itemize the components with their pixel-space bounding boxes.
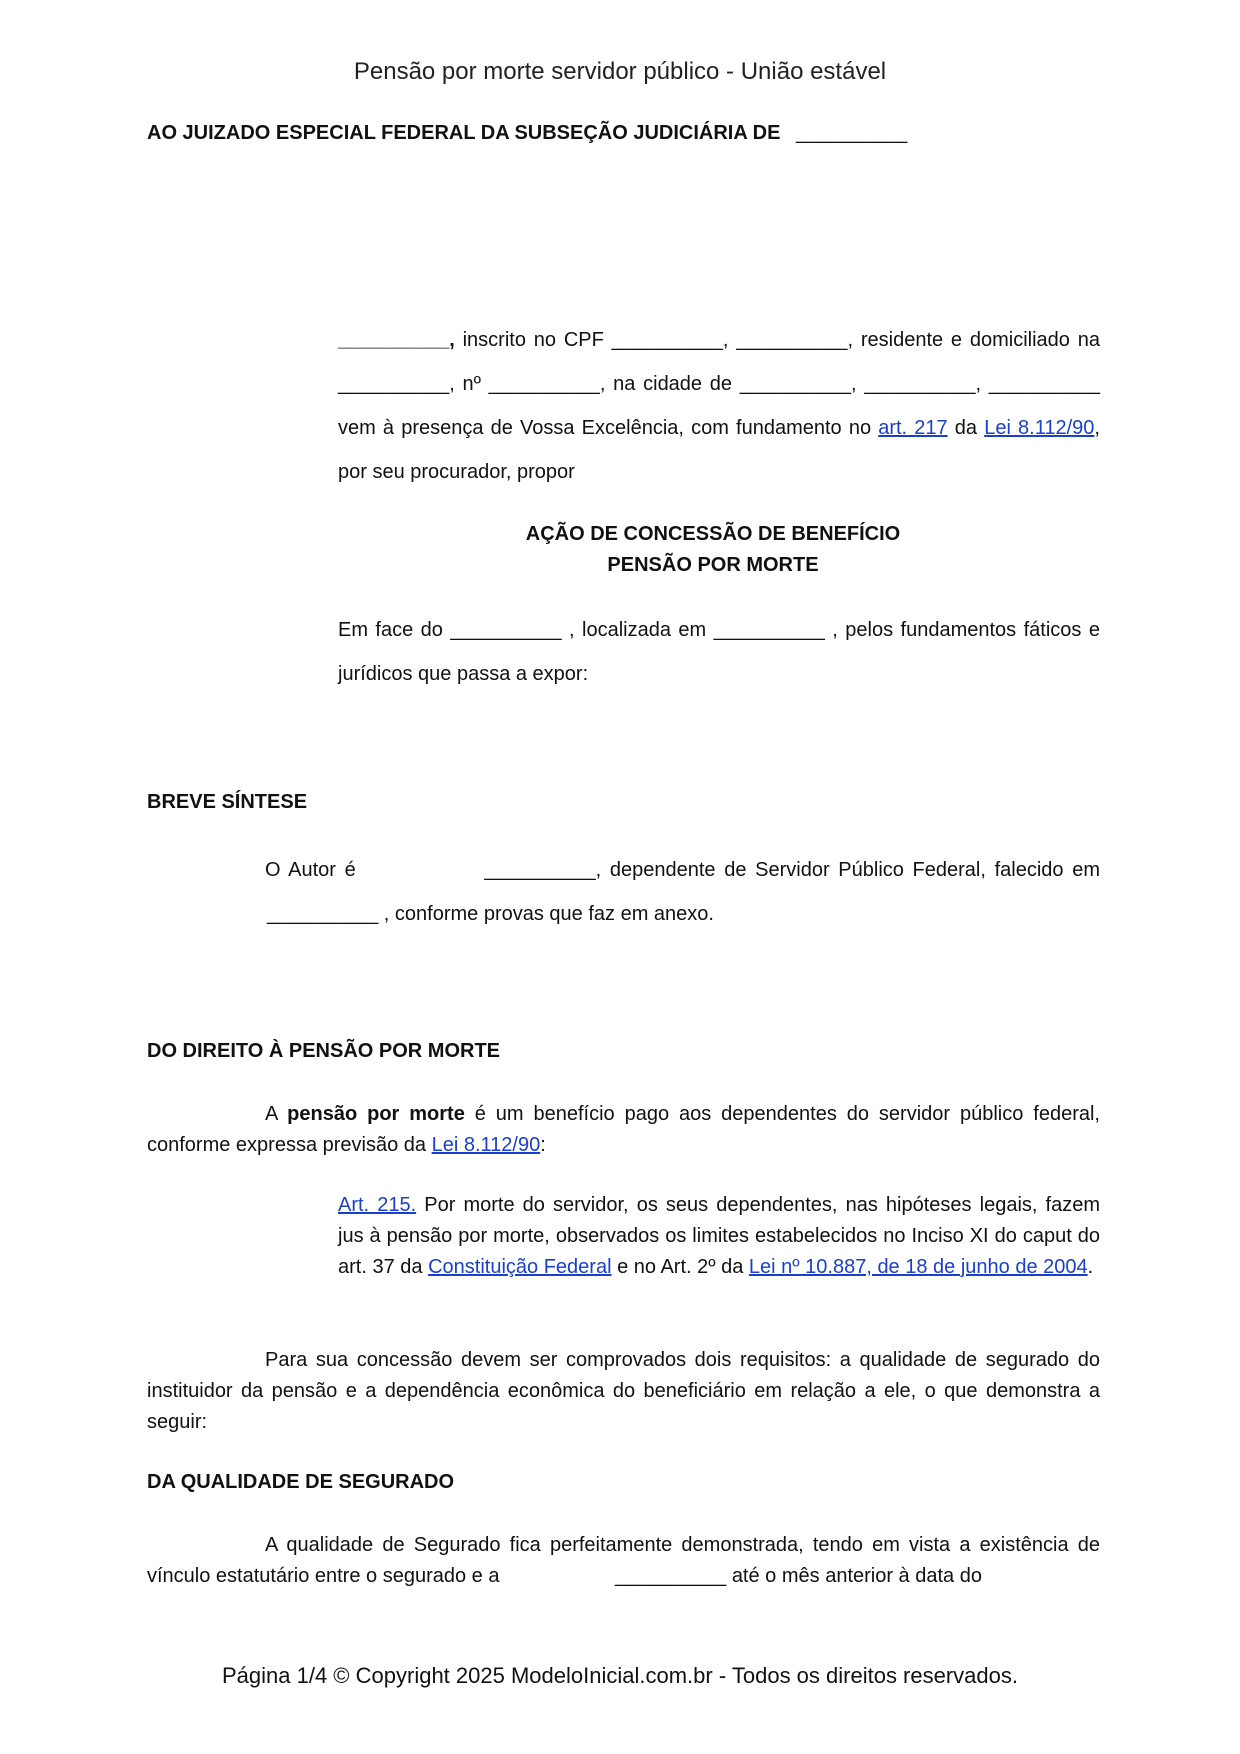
synthesis-paragraph bbox=[147, 848, 1100, 936]
qual-sep-1: , bbox=[722, 329, 729, 351]
quote-text-a: Por morte do servidor, os seus dependentes, nas hipóteses legais, fazem jus à pensão por morte, observados os limites estabelecidos no Inciso XI do caput do art. 37 da bbox=[338, 1194, 1100, 1278]
document-title: Pensão por morte servidor público - União estável bbox=[353, 58, 887, 85]
link-art-217[interactable]: art. 217 bbox=[878, 417, 948, 439]
section-title-synthesis: BREVE SÍNTESE bbox=[147, 791, 308, 813]
right-paragraph-1 bbox=[147, 1099, 1100, 1161]
qual-blank-4: __________ bbox=[988, 373, 1100, 395]
quote-text-b: e no Art. 2º da bbox=[617, 1256, 744, 1278]
qual-text-5: vem à presença de Vossa Excelência, com fundamento no bbox=[338, 417, 872, 439]
against-text-1: Em face do bbox=[338, 619, 443, 641]
against-paragraph bbox=[338, 608, 1100, 696]
qual-text-6: da bbox=[954, 417, 978, 439]
name-comma: , bbox=[449, 329, 455, 351]
right-text-a: A bbox=[265, 1103, 278, 1125]
synth-text-3: , conforme provas que faz em anexo. bbox=[383, 903, 714, 925]
qual-sep-3: , bbox=[975, 373, 982, 395]
law-quote bbox=[338, 1190, 1100, 1283]
quality-text-b: até o mês anterior à data do bbox=[731, 1565, 982, 1587]
right-text-b: é um benefício pago aos dependentes do servidor público federal, conforme expressa previsão da bbox=[147, 1103, 1100, 1156]
link-lei-8112-b[interactable]: Lei 8.112/90 bbox=[431, 1134, 541, 1156]
right-text-c: : bbox=[540, 1134, 546, 1156]
qual-text-7: , por seu procurador, propor bbox=[338, 417, 1100, 483]
against-blank-1: __________ bbox=[450, 619, 562, 641]
against-blank-2: __________ bbox=[713, 619, 825, 641]
qual-text-3: , nº bbox=[449, 373, 481, 395]
right-paragraph-2: Para sua concessão devem ser comprovados dois requisitos: a qualidade de segurado do instituidor da pensão e a dependência econômica do beneficiário em relação a ele, o que demonstra a seguir: bbox=[147, 1349, 1100, 1433]
synth-blank-1: __________ bbox=[484, 859, 596, 881]
right-bold-pension: pensão por morte bbox=[287, 1103, 465, 1125]
qual-blank-2: __________ bbox=[736, 329, 848, 351]
cpf-blank: __________ bbox=[611, 329, 723, 351]
against-text-2: , localizada em bbox=[569, 619, 707, 641]
number-blank: __________ bbox=[488, 373, 600, 395]
action-title-2: PENSÃO POR MORTE bbox=[607, 554, 819, 576]
link-lei-10887[interactable]: Lei nº 10.887, de 18 de junho de 2004 bbox=[748, 1256, 1088, 1278]
court-address bbox=[147, 122, 907, 145]
name-blank: __________ bbox=[338, 329, 450, 351]
quality-blank: __________ bbox=[615, 1565, 727, 1587]
qual-text-1: inscrito no CPF bbox=[462, 329, 604, 351]
qual-blank-3: __________ bbox=[864, 373, 976, 395]
against-text-3: , pelos fundamentos fáticos e jurídicos que passa a expor: bbox=[338, 619, 1100, 685]
quote-text-c: . bbox=[1087, 1256, 1094, 1278]
section-title-right: DO DIREITO À PENSÃO POR MORTE bbox=[147, 1040, 500, 1062]
page-footer: Página 1/4 © Copyright 2025 ModeloInicial.com.br - Todos os direitos reservados. bbox=[222, 1663, 1018, 1688]
city-blank: __________ bbox=[739, 373, 851, 395]
qual-text-2: , residente e domiciliado na bbox=[847, 329, 1100, 351]
section-title-quality: DA QUALIDADE DE SEGURADO bbox=[147, 1471, 455, 1493]
street-blank: __________ bbox=[338, 373, 450, 395]
synth-text-2: , dependente de Servidor Público Federal, falecido em bbox=[595, 859, 1100, 881]
link-constituicao[interactable]: Constituição Federal bbox=[428, 1256, 612, 1278]
link-lei-8112[interactable]: Lei 8.112/90 bbox=[984, 417, 1095, 439]
qual-sep-2: , bbox=[850, 373, 857, 395]
synth-blank-2: __________ bbox=[267, 903, 379, 925]
quality-paragraph bbox=[147, 1530, 1100, 1592]
qualification-paragraph bbox=[338, 318, 1100, 494]
quality-text-a: A qualidade de Segurado fica perfeitamente demonstrada, tendo em vista a existência de vínculo estatutário entre o segurado e a bbox=[147, 1534, 1100, 1587]
court-blank: __________ bbox=[795, 122, 908, 144]
synth-text-1: O Autor é bbox=[265, 859, 356, 881]
link-art-215[interactable]: Art. 215. bbox=[338, 1194, 417, 1216]
qual-text-4: , na cidade de bbox=[599, 373, 733, 395]
action-title-1: AÇÃO DE CONCESSÃO DE BENEFÍCIO bbox=[525, 523, 901, 545]
court-address-text: AO JUIZADO ESPECIAL FEDERAL DA SUBSEÇÃO JUDICIÁRIA DE bbox=[147, 122, 781, 144]
